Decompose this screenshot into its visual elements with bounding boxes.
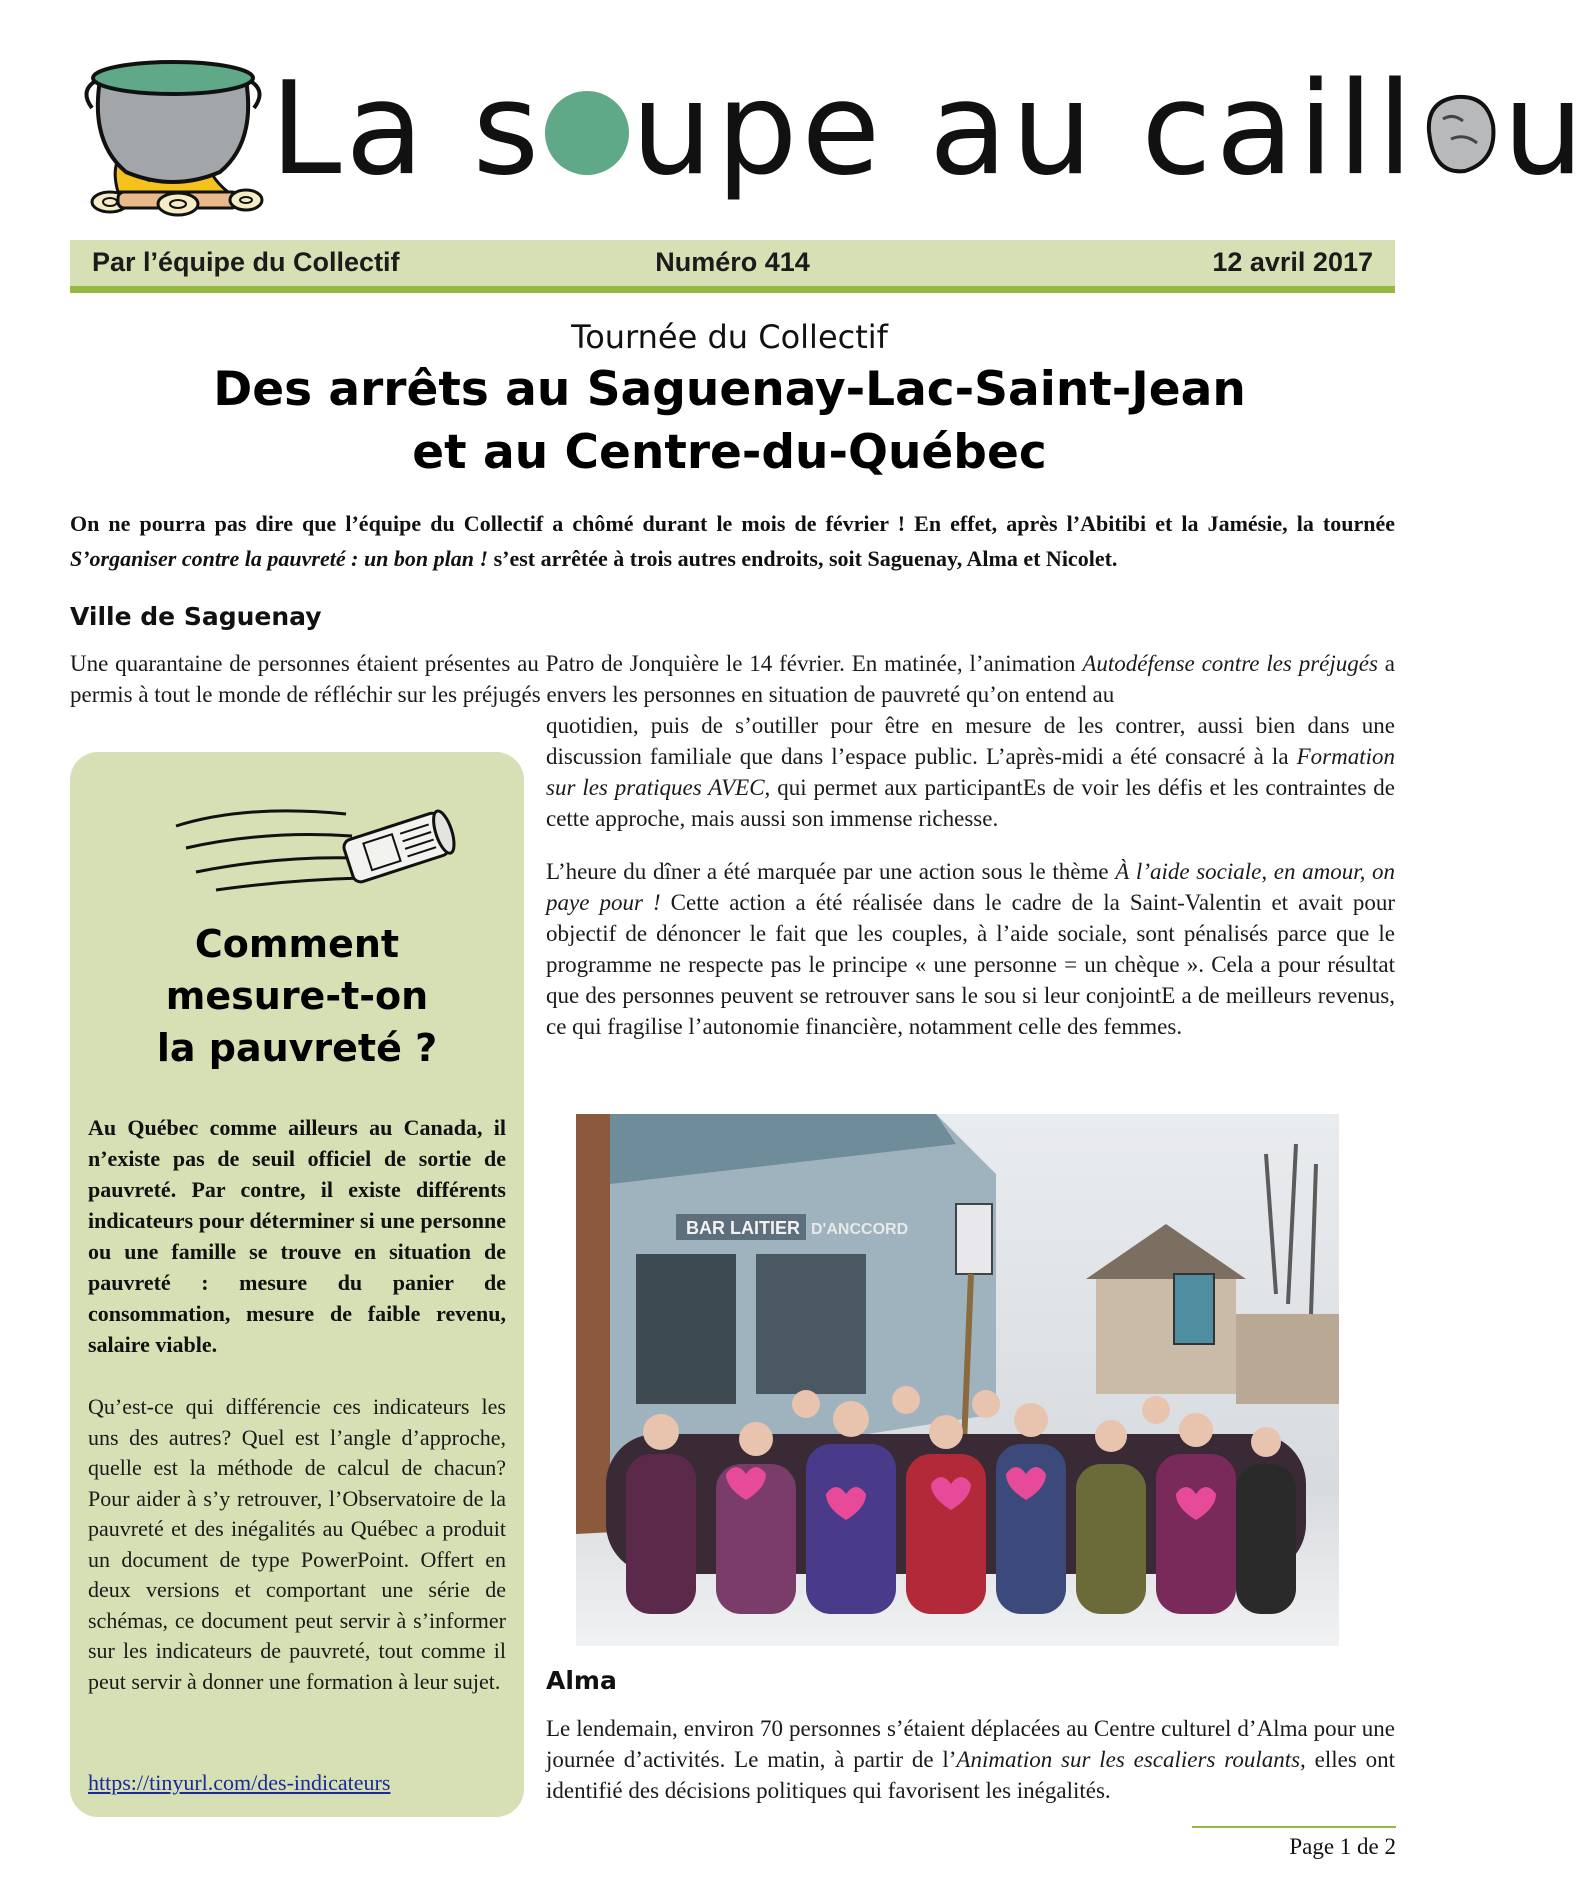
page-number: Page 1 de 2 xyxy=(1289,1834,1396,1859)
article-kicker: Tournée du Collectif xyxy=(571,318,888,356)
saguenay-paragraph-1-start: Une quarantaine de personnes étaient présentes au Patro de Jonquière le 14 février. En matinée, l’animation Autodéfense contre les préjugés a permis à tout le monde de réfléchir sur les préjugés envers les personnes en situation de pauvreté qu’on entend au xyxy=(70,651,1395,707)
flying-newspaper-icon xyxy=(166,786,456,901)
issue-date: 12 avril 2017 xyxy=(1212,247,1373,277)
issue-number: Numéro 414 xyxy=(655,247,810,277)
issue-info-band xyxy=(70,240,1395,293)
newspaper-masthead: La s upe au caill u xyxy=(270,55,1588,204)
group-photo xyxy=(576,1114,1339,1646)
saguenay-paragraph-2: L’heure du dîner a été marquée par une action sous le thème À l’aide sociale, en amour, on paye pour ! Cette action a été réalisée dans le cadre de la Saint-Valentin et avait pour objectif de dénoncer le fait que les couples, à l’aide sociale, sont pénalisés parce que le programme ne respecte pas le principe « une personne = un chèque ». Cela a pour résultat que des personnes peuvent se retrouver sans le sou si leur conjointE a de meilleurs revenus, ce qui fragilise l’autonomie financière, notamment celle des femmes. xyxy=(546,859,1395,1039)
soup-pot-logo xyxy=(78,52,268,212)
article-headline-line1: Des arrêts au Saguenay-Lac-Saint-Jean xyxy=(213,362,1246,417)
article-lead: On ne pourra pas dire que l’équipe du Collectif a chômé durant le mois de février ! En effet, après l’Abitibi et la Jamésie, la tournée S’organiser contre la pauvreté : un bon plan ! s’est arrêtée à trois autres endroits, soit Saguenay, Alma et Nicolet. xyxy=(70,511,1395,571)
article-headline-line2: et au Centre-du-Québec xyxy=(412,425,1047,480)
byline: Par l’équipe du Collectif xyxy=(92,247,400,277)
footer-rule xyxy=(1192,1826,1396,1828)
alma-paragraph-1: Le lendemain, environ 70 personnes s’étaient déplacées au Centre culturel d’Alma pour une journée d’activités. Le matin, à partir de l’Animation sur les escaliers roulants, elles ont identifié des décisions politiques qui favorisent les inégalités. xyxy=(546,1716,1395,1803)
sidebar-bold-paragraph: Au Québec comme ailleurs au Canada, il n’existe pas de seuil officiel de sortie de pauvreté. Par contre, il existe différents indicateurs pour déterminer si une personne ou une famille se trouve en situation de pauvreté : mesure du panier de consommation, mesure de faible revenu, salaire viable. xyxy=(88,1115,506,1357)
pebble-icon xyxy=(1421,91,1499,177)
storefront-sign-2: D'ANCCORD xyxy=(811,1221,909,1238)
storefront-sign: BAR LAITIER xyxy=(686,1218,800,1238)
saguenay-paragraph-1-continued: quotidien, puis de s’outiller pour être en mesure de les contrer, aussi bien dans une discussion familiale que dans l’espace public. L’après-midi a été consacré à la Formation sur les pratiques AVEC, qui permet aux participantEs de voir les défis et les contraintes de cette approche, mais aussi son immense richesse. xyxy=(546,713,1395,831)
green-o-circle xyxy=(545,91,629,175)
sidebar-body-paragraph: Qu’est-ce qui différencie ces indicateurs les uns des autres? Quel est l’angle d’approche, quelle est la méthode de calcul de chacun? Pour aider à s’y retrouver, l’Observatoire de la pauvreté et des inégalités au Québec a produit un document de type PowerPoint. Offert en deux versions et comportant une série de schémas, ce document peut servir à s’informer sur les indicateurs de pauvreté, tout comme il peut servir à donner une formation à leur sujet. xyxy=(88,1394,506,1694)
section-heading-alma: Alma xyxy=(546,1666,617,1695)
sidebar-title: Comment mesure-t-on la pauvreté ? xyxy=(156,922,438,1070)
indicators-link[interactable]: https://tinyurl.com/des-indicateurs xyxy=(88,1770,391,1795)
section-heading-saguenay: Ville de Saguenay xyxy=(70,602,322,631)
